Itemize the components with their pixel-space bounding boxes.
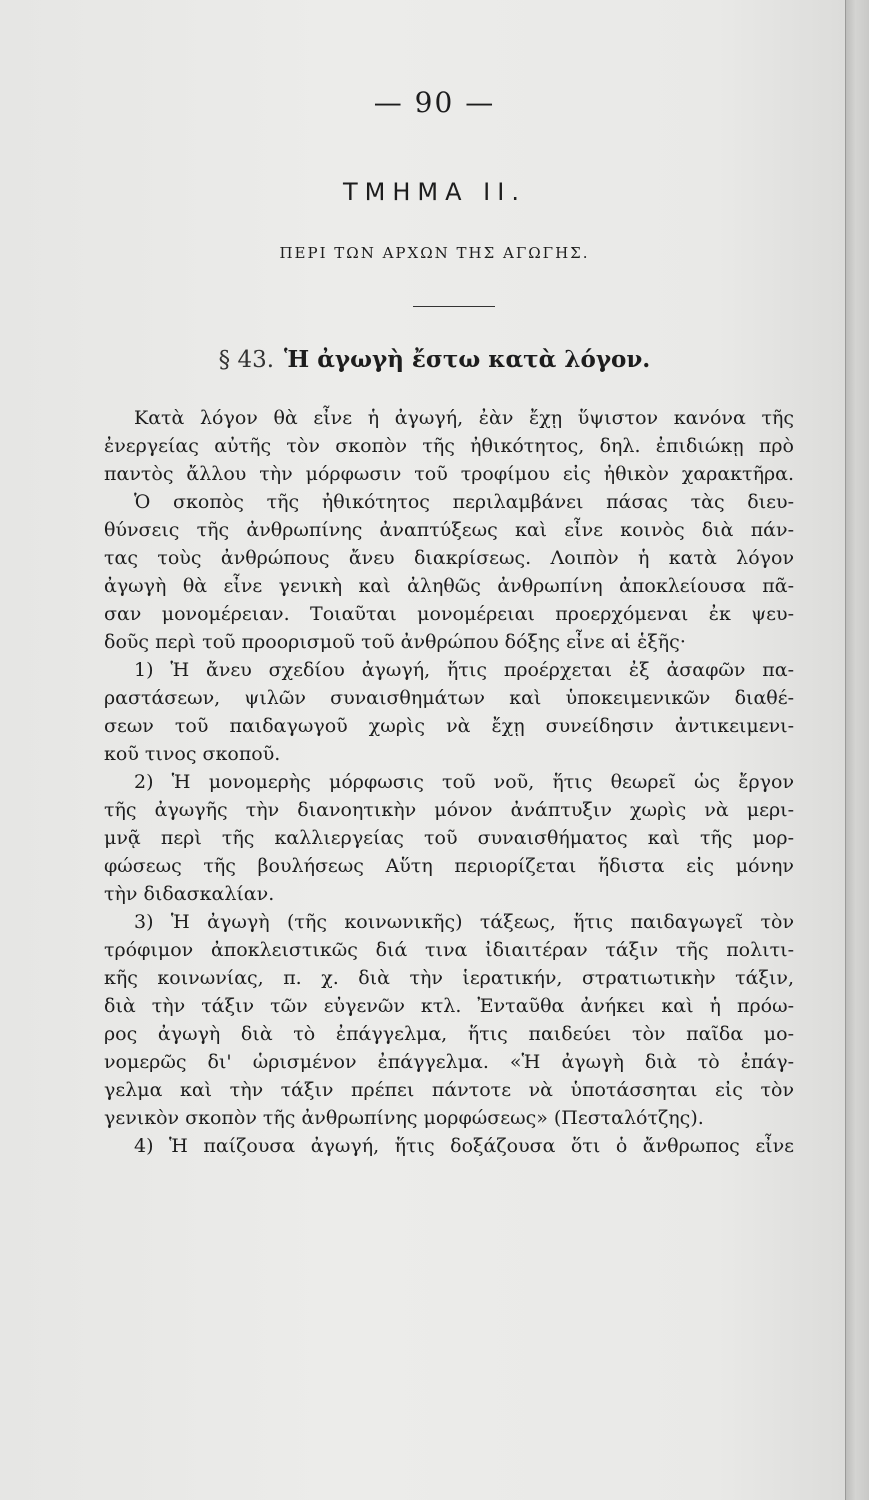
text-line: Κατὰ λόγον θὰ εἶνε ἡ ἀγωγή, ἐὰν ἔχῃ ὕψιστον κανόνα τῆς bbox=[134, 407, 794, 429]
page-number: — 90 — bbox=[373, 86, 496, 119]
text-line: τας τοὺς ἀνθρώπους ἄνευ διακρίσεως. Λοιπὸν ἡ κατὰ λόγον bbox=[104, 547, 794, 569]
text-line: παντὸς ἄλλου τὴν μόρφωσιν τοῦ τροφίμου εἰς ἠθικὸν χαρακτῆρα. bbox=[104, 463, 794, 485]
section-title: ΤΜΗΜΑ II. bbox=[343, 178, 526, 206]
text-line: 4) Ἡ παίζουσα ἀγωγή, ἥτις δοξάζουσα ὅτι ὁ ἄνθρωπος εἶνε bbox=[134, 1135, 794, 1157]
text-line: Ὁ σκοπὸς τῆς ἠθικότητος περιλαμβάνει πάσας τὰς διευ- bbox=[134, 491, 794, 513]
body-text bbox=[104, 404, 794, 1160]
text-line: γελμα καὶ τὴν τάξιν πρέπει πάντοτε νὰ ὑποτάσσηται εἰς τὸν bbox=[104, 1079, 794, 1101]
text-line: 2) Ἡ μονομερὴς μόρφωσις τοῦ νοῦ, ἥτις θεωρεῖ ὡς ἔργον bbox=[134, 771, 794, 793]
text-line: τὴν διδασκαλίαν. bbox=[104, 883, 275, 905]
text-line: κοῦ τινος σκοποῦ. bbox=[104, 743, 281, 765]
text-line: τρόφιμον ἀποκλειστικῶς διά τινα ἰδιαιτέραν τάξιν τῆς πολιτι- bbox=[104, 939, 794, 961]
text-line: ἐνεργείας αὐτῆς τὸν σκοπὸν τῆς ἠθικότητος, δηλ. ἐπιδιώκῃ πρὸ bbox=[104, 435, 794, 457]
text-line: νομερῶς δι' ὡρισμένον ἐπάγγελμα. «Ἡ ἀγωγὴ διὰ τὸ ἐπάγ- bbox=[104, 1051, 794, 1073]
text-line: ραστάσεων, ψιλῶν συναισθημάτων καὶ ὑποκειμενικῶν διαθέ- bbox=[104, 687, 794, 709]
text-line: σαν μονομέρειαν. Τοιαῦται μονομέρειαι προερχόμεναι ἐκ ψευ- bbox=[104, 603, 794, 625]
text-line: τῆς ἀγωγῆς τὴν διανοητικὴν μόνον ἀνάπτυξιν χωρὶς νὰ μερι- bbox=[104, 799, 794, 821]
text-line: θύνσεις τῆς ἀνθρωπίνης ἀναπτύξεως καὶ εἶνε κοινὸς διὰ πάν- bbox=[104, 519, 794, 541]
paragraph-heading bbox=[0, 346, 869, 373]
section-subtitle: ΠΕΡΙ ΤΩΝ ΑΡΧΩΝ ΤΗΣ ΑΓΩΓΗΣ. bbox=[279, 244, 590, 262]
divider-rule bbox=[413, 306, 495, 307]
text-line: διὰ τὴν τάξιν τῶν εὐγενῶν κτλ. Ἐνταῦθα ἀνήκει καὶ ἡ πρόω- bbox=[104, 995, 794, 1017]
text-line: ρος ἀγωγὴ διὰ τὸ ἐπάγγελμα, ἥτις παιδεύει τὸν παῖδα μο- bbox=[104, 1023, 794, 1045]
paragraph-number: § 43. bbox=[218, 347, 275, 373]
text-line: δοῦς περὶ τοῦ προορισμοῦ τοῦ ἀνθρώπου δόξης εἶνε αἱ ἑξῆς· bbox=[104, 631, 686, 653]
page-edge bbox=[845, 0, 869, 1500]
text-line: 1) Ἡ ἄνευ σχεδίου ἀγωγή, ἥτις προέρχεται ἐξ ἀσαφῶν πα- bbox=[134, 659, 794, 681]
text-line: 3) Ἡ ἀγωγὴ (τῆς κοινωνικῆς) τάξεως, ἥτις παιδαγωγεῖ τὸν bbox=[134, 911, 794, 933]
text-line: κῆς κοινωνίας, π. χ. διὰ τὴν ἱερατικήν, στρατιωτικὴν τάξιν, bbox=[104, 967, 794, 989]
text-line: σεων τοῦ παιδαγωγοῦ χωρὶς νὰ ἔχῃ συνείδησιν ἀντικειμενι- bbox=[104, 715, 794, 737]
text-line: φώσεως τῆς βουλήσεως Αὕτη περιορίζεται ἥδιστα εἰς μόνην bbox=[104, 855, 794, 877]
text-line: μνᾷ περὶ τῆς καλλιεργείας τοῦ συναισθήματος καὶ τῆς μορ- bbox=[104, 827, 794, 849]
text-line: γενικὸν σκοπὸν τῆς ἀνθρωπίνης μορφώσεως» (Πεσταλότζης). bbox=[104, 1107, 704, 1129]
paragraph-title: Ἡ ἀγωγὴ ἔστω κατὰ λόγον. bbox=[284, 346, 651, 373]
text-line: ἀγωγὴ θὰ εἶνε γενικὴ καὶ ἀληθῶς ἀνθρωπίνη ἀποκλείουσα πᾶ- bbox=[104, 575, 794, 597]
